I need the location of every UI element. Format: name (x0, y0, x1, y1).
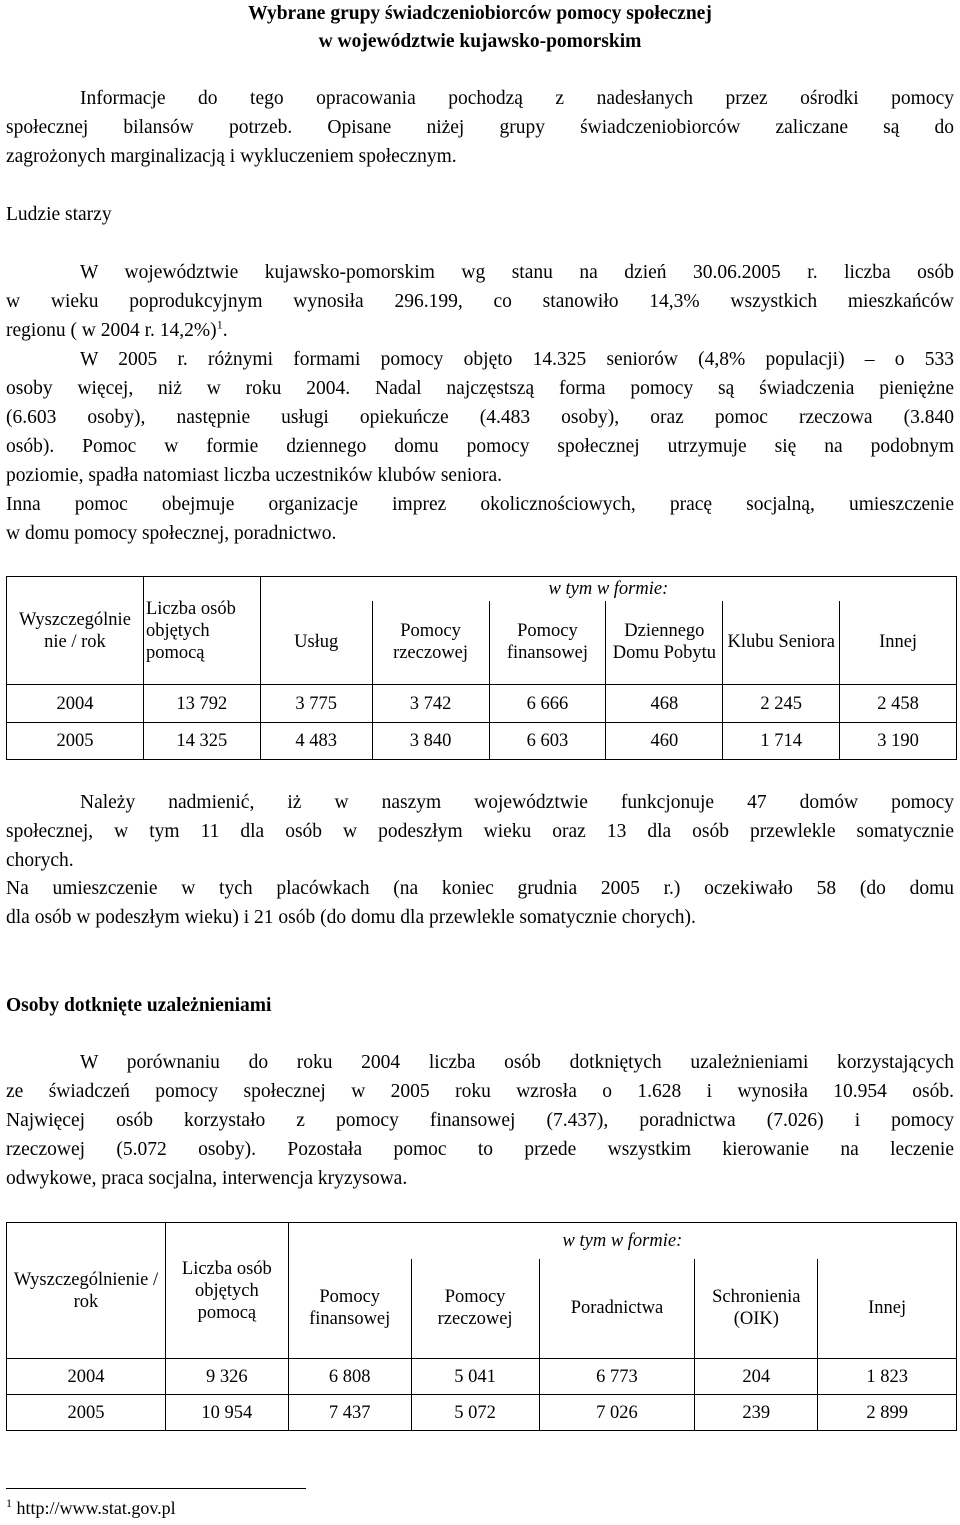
table-cell: 2005 (7, 723, 144, 760)
table-header-cell: Liczba osób objętych pomocą (143, 577, 260, 685)
table-cell: 239 (695, 1395, 818, 1431)
table-cell: 2004 (7, 685, 144, 723)
footnote-divider (6, 1488, 306, 1489)
table-cell: 1 823 (818, 1359, 957, 1395)
elderly-paragraph-1 (6, 258, 954, 345)
section-heading-addicted: Osoby dotknięte uzależnieniami (6, 995, 272, 1016)
paragraph-line: W porównaniu do roku 2004 liczba osób dotkniętych uzależnieniami korzystających (80, 1052, 954, 1073)
table-cell: 7 437 (288, 1395, 411, 1431)
paragraph-line: społecznej, w tym 11 dla osób w podeszłym wieku oraz 13 dla osób przewlekle somatycznie (6, 821, 954, 842)
table-header-cell: Innej (840, 601, 957, 685)
table-header-cell: Poradnictwa (539, 1259, 695, 1359)
paragraph-line: Inna pomoc obejmuje organizacje imprez okolicznościowych, pracę socjalną, umieszczenie (6, 494, 954, 515)
intro-paragraph (6, 84, 954, 171)
elderly-paragraph-3 (6, 490, 954, 548)
table-cell: 10 954 (165, 1395, 288, 1431)
table-cell: 5 072 (411, 1395, 539, 1431)
document-title-line2: w województwie kujawsko-pomorskim (318, 31, 642, 52)
table-row (7, 1359, 957, 1395)
addicted-paragraph-1 (6, 1048, 954, 1193)
table-header-cell: Pomocy finansowej (288, 1259, 411, 1359)
table-header-cell: Usług (260, 601, 372, 685)
paragraph-text: regionu ( w 2004 r. 14,2%) (6, 320, 217, 341)
table-cell: 13 792 (143, 685, 260, 723)
paragraph-line: w wieku poprodukcyjnym wynosiła 296.199, co stanowiło 14,3% wszystkich mieszkańców (6, 291, 954, 312)
table-cell: 6 666 (489, 685, 606, 723)
paragraph-line: Na umieszczenie w tych placówkach (na koniec grudnia 2005 r.) oczekiwało 58 (do domu (6, 878, 954, 899)
table-cell: 204 (695, 1359, 818, 1395)
table-group-header: w tym w formie: (288, 1223, 956, 1259)
table-cell: 460 (606, 723, 723, 760)
table-cell: 9 326 (165, 1359, 288, 1395)
elderly-paragraph-4 (6, 788, 954, 875)
table-header-cell: Pomocy finansowej (489, 601, 606, 685)
paragraph-line: Należy nadmienić, iż w naszym województwie funkcjonuje 47 domów pomocy (80, 792, 954, 813)
table-header-cell: Dziennego Domu Pobytu (606, 601, 723, 685)
elderly-paragraph-5 (6, 874, 954, 932)
paragraph-line (6, 316, 954, 345)
paragraph-line: (6.603 osoby), następnie usługi opiekuńcze (4.483 osoby), oraz pomoc rzeczowa (3.840 (6, 407, 954, 428)
table-cell: 2004 (7, 1359, 166, 1395)
table-cell: 3 840 (372, 723, 489, 760)
document-title-line1: Wybrane grupy świadczeniobiorców pomocy społecznej (248, 3, 712, 24)
section-heading-elderly: Ludzie starzy (6, 204, 112, 225)
table-cell: 7 026 (539, 1395, 695, 1431)
table-cell: 3 742 (372, 685, 489, 723)
paragraph-line: poziomie, spadła natomiast liczba uczestników klubów seniora. (6, 465, 503, 486)
intro-line: zagrożonych marginalizacją i wykluczeniem społecznym. (6, 146, 457, 167)
table-cell: 2 458 (840, 685, 957, 723)
elderly-paragraph-2 (6, 345, 954, 490)
paragraph-line: odwykowe, praca socjalna, interwencja kryzysowa. (6, 1168, 408, 1189)
table-cell: 2 245 (723, 685, 840, 723)
footnote-text: http://www.stat.gov.pl (16, 1498, 176, 1518)
paragraph-line: chorych. (6, 850, 74, 871)
footnote-number: 1 (6, 1496, 12, 1510)
table-cell: 1 714 (723, 723, 840, 760)
intro-line: społecznej bilansów potrzeb. Opisane niżej grupy świadczeniobiorców zaliczane są do (6, 117, 954, 138)
table-header-cell: Wyszczególnie nie / rok (7, 577, 144, 685)
paragraph-line: Najwięcej osób korzystało z pomocy finansowej (7.437), poradnictwa (7.026) i pomocy (6, 1110, 954, 1131)
paragraph-line: rzeczowej (5.072 osoby). Pozostała pomoc to przede wszystkim kierowanie na leczenie (6, 1139, 954, 1160)
intro-line: Informacje do tego opracowania pochodzą z nadesłanych przez ośrodki pomocy (80, 88, 954, 109)
table-header-cell: Klubu Seniora (723, 601, 840, 685)
table-row (7, 723, 957, 760)
paragraph-line: osób). Pomoc w formie dziennego domu pomocy społecznej utrzymuje się na podobnym (6, 436, 954, 457)
paragraph-line: W 2005 r. różnymi formami pomocy objęto 14.325 seniorów (4,8% populacji) – o 533 (80, 349, 954, 370)
paragraph-line: W województwie kujawsko-pomorskim wg stanu na dzień 30.06.2005 r. liczba osób (80, 262, 954, 283)
table-cell: 6 773 (539, 1359, 695, 1395)
table-cell: 6 603 (489, 723, 606, 760)
table-cell: 5 041 (411, 1359, 539, 1395)
table-header-cell: Pomocy rzeczowej (411, 1259, 539, 1359)
table-row (7, 1395, 957, 1431)
paragraph-line: dla osób w podeszłym wieku) i 21 osób (do domu dla przewlekle somatycznie chorych). (6, 907, 696, 928)
table-cell: 4 483 (260, 723, 372, 760)
elderly-table (6, 576, 957, 760)
table-cell: 3 190 (840, 723, 957, 760)
paragraph-line: w domu pomocy społecznej, poradnictwo. (6, 523, 337, 544)
paragraph-text: . (222, 320, 228, 341)
table-header-cell: Liczba osób objętych pomocą (165, 1223, 288, 1359)
addicted-table (6, 1222, 957, 1431)
table-cell: 14 325 (143, 723, 260, 760)
table-header-cell: Schronienia (OIK) (695, 1259, 818, 1359)
footnote-reference: 1 (216, 317, 223, 332)
table-header-cell: Pomocy rzeczowej (372, 601, 489, 685)
footnote (6, 1496, 176, 1520)
table-cell: 3 775 (260, 685, 372, 723)
table-cell: 6 808 (288, 1359, 411, 1395)
table-row (7, 685, 957, 723)
table-header-cell: Innej (818, 1259, 957, 1359)
table-cell: 468 (606, 685, 723, 723)
paragraph-line: ze świadczeń pomocy społecznej w 2005 roku wzrosła o 1.628 i wynosiła 10.954 osób. (6, 1081, 954, 1102)
table-cell: 2 899 (818, 1395, 957, 1431)
table-cell: 2005 (7, 1395, 166, 1431)
paragraph-line: osoby więcej, niż w roku 2004. Nadal najczęstszą forma pomocy są świadczenia pieniężne (6, 378, 954, 399)
table-header-cell: Wyszczególnienie / rok (7, 1223, 166, 1359)
table-group-header: w tym w formie: (260, 577, 956, 601)
